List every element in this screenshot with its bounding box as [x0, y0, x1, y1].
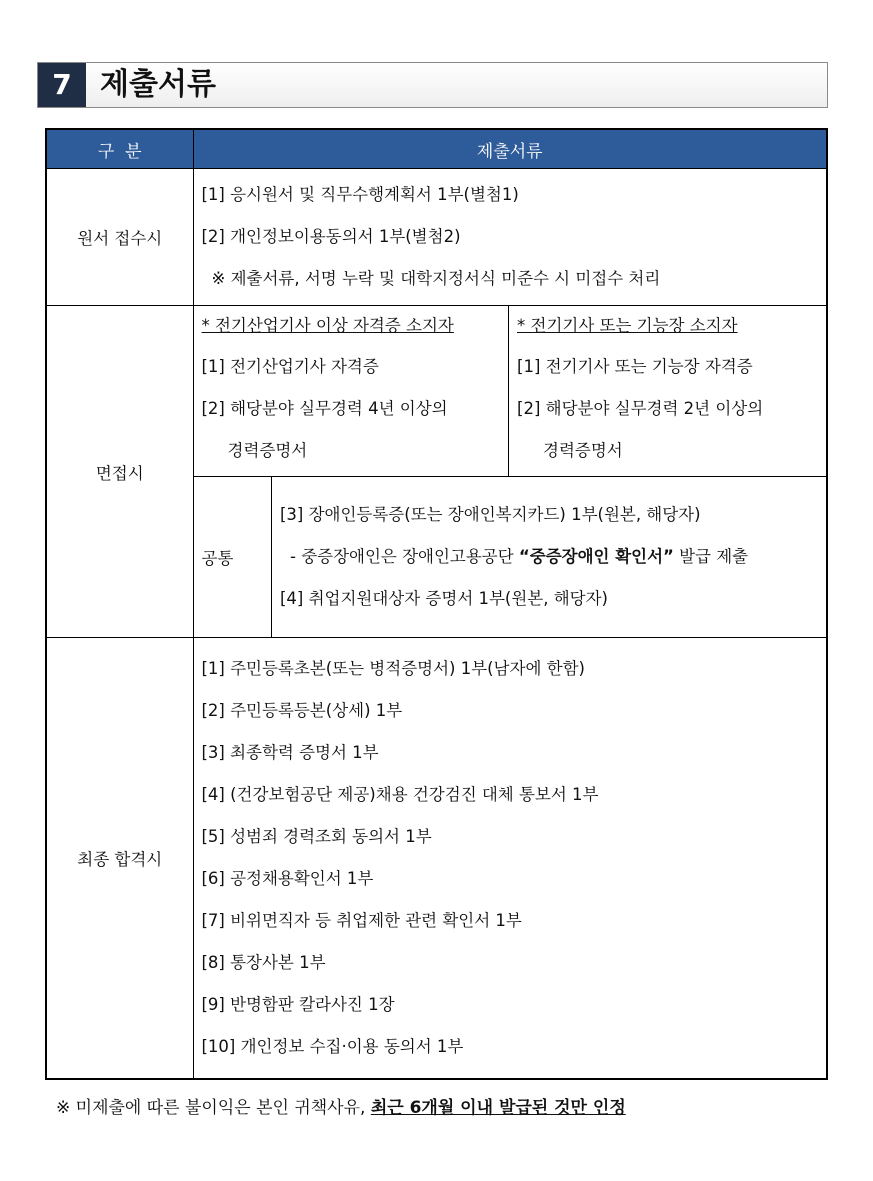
list-item: [2] 해당분야 실무경력 4년 이상의	[201, 399, 448, 418]
common-note-bold: “중증장애인 확인서”	[518, 547, 674, 566]
list-item: [1] 전기산업기사 자격증	[201, 357, 379, 376]
table-header-row	[46, 129, 827, 169]
list-item: [5] 성범죄 경력조회 동의서 1부	[201, 827, 432, 846]
header-documents: 제출서류	[193, 129, 827, 169]
common-note-prefix: - 중증장애인은 장애인고용공단	[290, 547, 519, 566]
list-item-continuation: 경력증명서	[227, 441, 308, 460]
interview-qualification-row	[194, 306, 828, 477]
list-item: [2] 주민등록등본(상세) 1부	[201, 701, 403, 720]
interview-label: 면접시	[46, 306, 193, 638]
interview-inner-table	[194, 306, 828, 637]
final-documents	[193, 638, 827, 1080]
list-item: [2] 개인정보이용동의서 1부(별첨2)	[201, 227, 461, 246]
common-note-suffix: 발급 제출	[673, 547, 749, 566]
list-item: [3] 장애인등록증(또는 장애인복지카드) 1부(원본, 해당자)	[280, 505, 701, 524]
common-note	[272, 536, 828, 578]
list-item: [9] 반명함판 칼라사진 1장	[201, 995, 395, 1014]
application-note: ※ 제출서류, 서명 누락 및 대학지정서식 미준수 시 미접수 처리	[211, 269, 661, 288]
section-number: 7	[38, 63, 86, 107]
header-category: 구 분	[46, 129, 193, 169]
interview-row	[46, 306, 827, 638]
list-item: [1] 주민등록초본(또는 병적증명서) 1부(남자에 한함)	[201, 659, 585, 678]
common-documents	[272, 477, 828, 638]
qualification-left-heading: * 전기산업기사 이상 자격증 소지자	[201, 316, 454, 335]
interview-documents	[193, 306, 827, 638]
list-item: [7] 비위면직자 등 취업제한 관련 확인서 1부	[201, 911, 522, 930]
section-title: 제출서류	[100, 67, 216, 102]
list-item: [8] 통장사본 1부	[201, 953, 326, 972]
list-item: [4] (건강보험공단 제공)채용 건강검진 대체 통보서 1부	[201, 785, 599, 804]
footer-emphasis: 최근 6개월 이내 발급된 것만 인정	[370, 1098, 626, 1118]
qualification-right	[509, 306, 828, 477]
list-item: [1] 전기기사 또는 기능장 자격증	[517, 357, 753, 376]
interview-common-row	[194, 477, 828, 638]
application-label: 원서 접수시	[46, 169, 193, 306]
list-item: [3] 최종학력 증명서 1부	[201, 743, 379, 762]
qualification-right-heading: * 전기기사 또는 기능장 소지자	[517, 316, 738, 335]
section-header	[37, 62, 828, 108]
application-documents	[193, 169, 827, 306]
list-item: [10] 개인정보 수집·이용 동의서 1부	[201, 1037, 464, 1056]
final-label: 최종 합격시	[46, 638, 193, 1080]
footer-note	[56, 1093, 626, 1118]
common-label: 공통	[194, 477, 272, 638]
list-item: [6] 공정채용확인서 1부	[201, 869, 374, 888]
documents-table	[45, 128, 828, 1080]
footer-text: ※ 미제출에 따른 불이익은 본인 귀책사유,	[56, 1098, 371, 1118]
final-row	[46, 638, 827, 1080]
list-item: [2] 해당분야 실무경력 2년 이상의	[517, 399, 764, 418]
application-row	[46, 169, 827, 306]
list-item-continuation: 경력증명서	[543, 441, 623, 460]
qualification-left	[194, 306, 509, 477]
list-item: [1] 응시원서 및 직무수행계획서 1부(별첨1)	[201, 185, 519, 204]
list-item: [4] 취업지원대상자 증명서 1부(원본, 해당자)	[280, 589, 608, 608]
